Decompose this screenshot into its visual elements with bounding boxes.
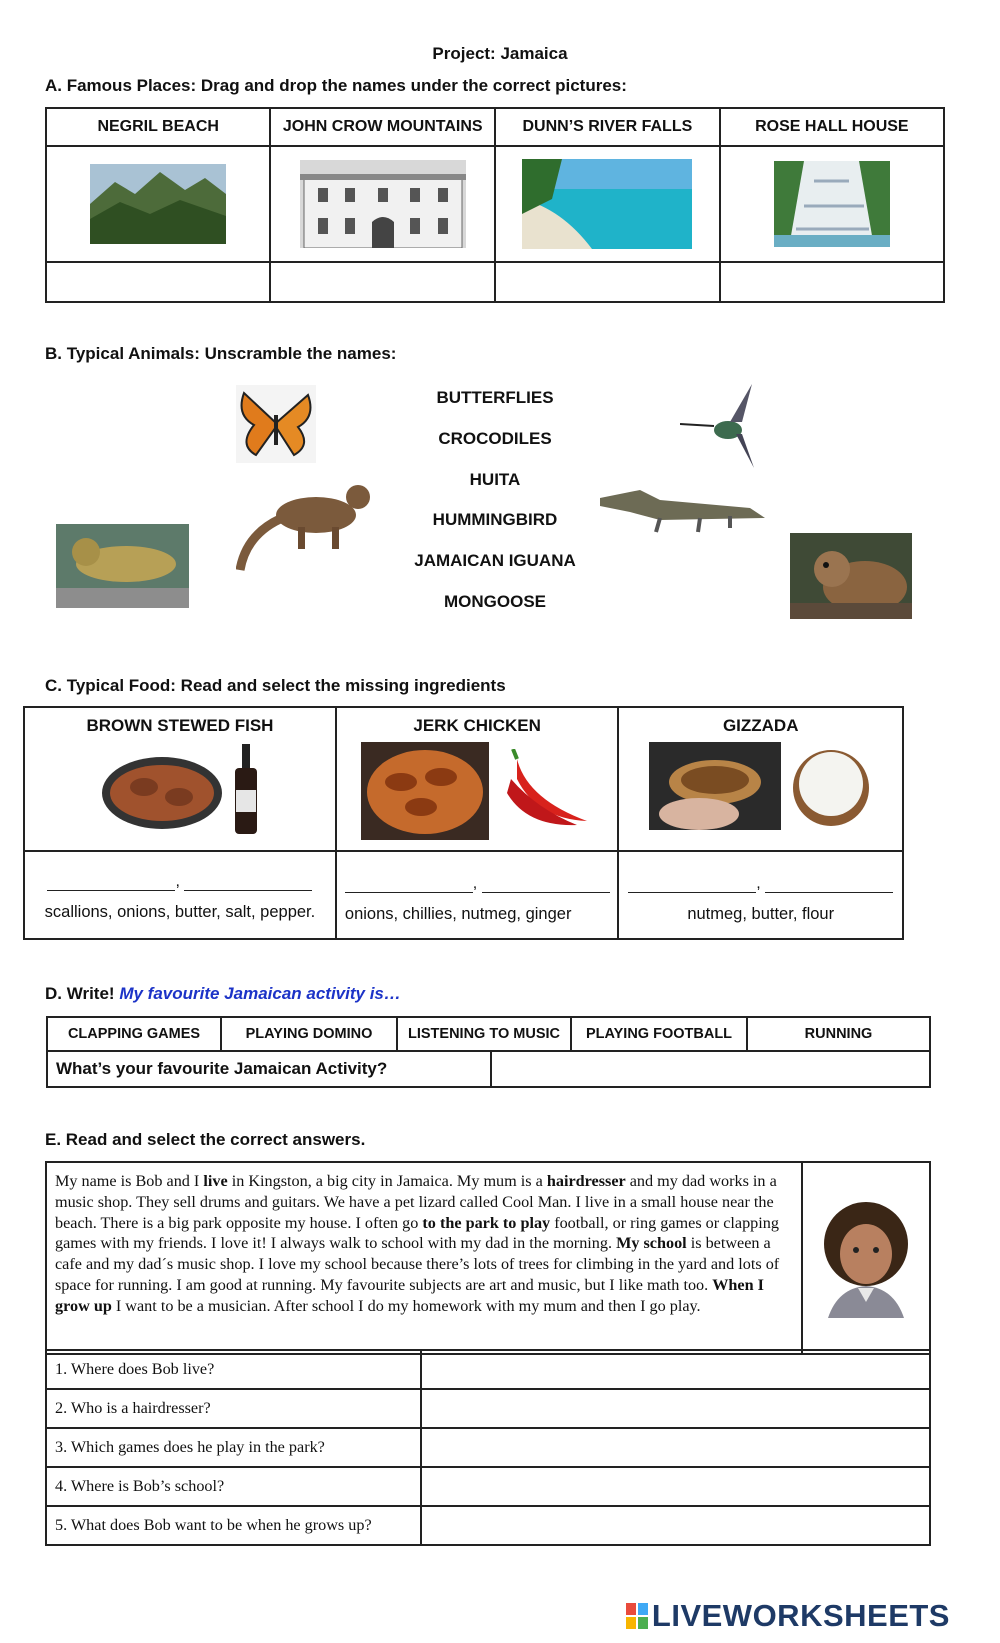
- food-answer-cell-3: [618, 851, 903, 939]
- ingredient-options-3: nutmeg, butter, flour: [687, 905, 835, 923]
- place-picture-cell-2: [270, 146, 495, 262]
- dish-name-2: JERK CHICKEN: [413, 716, 541, 735]
- section-c-heading: C. Typical Food: Read and select the missing ingredients: [45, 676, 506, 695]
- ingredient-blank-2a[interactable]: [345, 872, 473, 893]
- passage-text: in Kingston, a big city in Jamaica. My mum is a: [227, 1172, 547, 1190]
- logo-text: LIVEWORKSHEETS: [651, 1598, 950, 1633]
- place-name-2[interactable]: JOHN CROW MOUNTAINS: [270, 108, 495, 146]
- mountains-picture: [90, 164, 226, 244]
- food-answer-cell-2: [336, 851, 619, 939]
- place-drop-zone-3[interactable]: [495, 262, 720, 302]
- coconut-picture: [789, 744, 873, 828]
- question-4: 4. Where is Bob’s school?: [46, 1467, 421, 1506]
- answer-1-drop[interactable]: [421, 1350, 930, 1389]
- beach-picture: [522, 159, 692, 249]
- ingredient-blank-2b[interactable]: [482, 872, 610, 893]
- favourite-answer-drop[interactable]: [491, 1051, 930, 1087]
- place-name-4[interactable]: ROSE HALL HOUSE: [720, 108, 944, 146]
- animal-word-1[interactable]: BUTTERFLIES: [436, 388, 554, 407]
- passage-bold: hairdresser: [546, 1172, 626, 1190]
- iguana-picture: [56, 524, 189, 608]
- waterfall-picture: [774, 161, 890, 247]
- place-name-1[interactable]: NEGRIL BEACH: [46, 108, 270, 146]
- question-5: 5. What does Bob want to be when he grows up?: [46, 1506, 421, 1545]
- boy-picture-cell: [802, 1162, 930, 1354]
- stewed-fish-picture: [99, 747, 225, 831]
- animal-word-5[interactable]: JAMAICAN IGUANA: [414, 551, 576, 570]
- question-3: 3. Which games does he play in the park?: [46, 1428, 421, 1467]
- section-d-prefix: D. Write!: [45, 984, 115, 1003]
- ingredient-blank-1a[interactable]: [47, 870, 175, 891]
- favourite-question: What’s your favourite Jamaican Activity?: [47, 1051, 491, 1087]
- gizzada-picture: [649, 742, 781, 830]
- answer-4-drop[interactable]: [421, 1467, 930, 1506]
- dish-name-3: GIZZADA: [722, 716, 799, 735]
- place-picture-cell-1: [46, 146, 270, 262]
- answer-3-drop[interactable]: [421, 1428, 930, 1467]
- place-drop-zone-2[interactable]: [270, 262, 495, 302]
- food-table: [23, 706, 904, 940]
- question-2: 2. Who is a hairdresser?: [46, 1389, 421, 1428]
- ingredient-blank-1b[interactable]: [184, 870, 312, 891]
- food-cell-3: [618, 707, 903, 851]
- butterfly-picture: [236, 385, 316, 463]
- reading-table: [45, 1161, 931, 1355]
- activity-2[interactable]: PLAYING DOMINO: [221, 1017, 397, 1051]
- animal-word-4[interactable]: HUMMINGBIRD: [432, 510, 558, 529]
- section-b-heading: B. Typical Animals: Unscramble the names:: [45, 344, 397, 363]
- place-drop-zone-1[interactable]: [46, 262, 270, 302]
- activity-4[interactable]: PLAYING FOOTBALL: [571, 1017, 747, 1051]
- answer-5-drop[interactable]: [421, 1506, 930, 1545]
- place-picture-cell-4: [720, 146, 944, 262]
- activities-table: [46, 1016, 931, 1052]
- section-a-heading: A. Famous Places: Drag and drop the names under the correct pictures:: [45, 76, 627, 95]
- section-e-heading: E. Read and select the correct answers.: [45, 1130, 366, 1149]
- favourite-activity-table: [46, 1050, 931, 1088]
- ingredient-blank-3a[interactable]: [628, 872, 756, 893]
- reading-passage: [46, 1162, 802, 1354]
- passage-bold: live: [203, 1172, 228, 1190]
- sauce-bottle-picture: [231, 744, 261, 834]
- passage-text: is between a cafe and my dad´s music shop. I love my school because there’s lots of trees for climbing in the yard and lots of space for running. I am good at running. My favourite subjects are art and music, but I like math too.: [55, 1234, 780, 1294]
- passage-bold: My school: [616, 1234, 687, 1253]
- ingredient-options-2: onions, chillies, nutmeg, ginger: [344, 905, 572, 923]
- passage-text: I want to be a musician. After school I do my homework with my mum and then I go play.: [111, 1296, 701, 1315]
- jerk-chicken-picture: [361, 742, 489, 840]
- passage-text: My name is Bob and I: [55, 1172, 204, 1190]
- food-cell-1: [24, 707, 336, 851]
- ingredient-options-1: scallions, onions, butter, salt, pepper.: [44, 903, 316, 921]
- dish-name-1: BROWN STEWED FISH: [86, 716, 274, 735]
- section-d-italic: My favourite Jamaican activity is…: [119, 984, 401, 1003]
- activity-3[interactable]: LISTENING TO MUSIC: [397, 1017, 571, 1051]
- crocodile-picture: [600, 478, 765, 538]
- food-cell-2: [336, 707, 619, 851]
- hummingbird-picture: [680, 382, 770, 472]
- section-d-heading: [45, 984, 401, 1004]
- food-answer-cell-1: [24, 851, 336, 939]
- answer-2-drop[interactable]: [421, 1389, 930, 1428]
- animal-word-6[interactable]: MONGOOSE: [443, 592, 546, 611]
- places-table: [45, 107, 945, 303]
- logo-blocks-icon: [626, 1603, 648, 1629]
- page-title: Project: Jamaica: [432, 44, 568, 63]
- question-1: 1. Where does Bob live?: [46, 1350, 421, 1389]
- passage-text: football, or ring games or clapping games with my friends. I love it! I always walk to school with my dad in the morning.: [55, 1213, 779, 1253]
- passage-bold: When I grow up: [55, 1275, 764, 1315]
- boy-picture: [818, 1198, 914, 1318]
- mongoose-picture: [236, 475, 376, 575]
- separator: ,: [472, 875, 478, 892]
- ingredient-blank-3b[interactable]: [765, 872, 893, 893]
- huita-picture: [790, 533, 912, 619]
- animal-word-3[interactable]: HUITA: [469, 470, 521, 489]
- chilli-picture: [497, 749, 593, 833]
- questions-table: [45, 1349, 931, 1546]
- animal-word-2[interactable]: CROCODILES: [438, 429, 552, 448]
- separator: ,: [175, 873, 180, 890]
- place-drop-zone-4[interactable]: [720, 262, 944, 302]
- place-name-3[interactable]: DUNN’S RIVER FALLS: [495, 108, 720, 146]
- passage-bold: to the park to play: [422, 1213, 551, 1232]
- separator: ,: [756, 875, 761, 892]
- house-picture: [300, 160, 466, 248]
- passage-text: and my dad works in a music shop. They sell drums and guitars. We have a pet lizard called Cool Man. I live in a small house near the beach. There is a big park opposite my house. I often go: [55, 1172, 777, 1232]
- place-picture-cell-3: [495, 146, 720, 262]
- activity-1[interactable]: CLAPPING GAMES: [47, 1017, 221, 1051]
- activity-5[interactable]: RUNNING: [747, 1017, 930, 1051]
- liveworksheets-logo: [626, 1598, 950, 1634]
